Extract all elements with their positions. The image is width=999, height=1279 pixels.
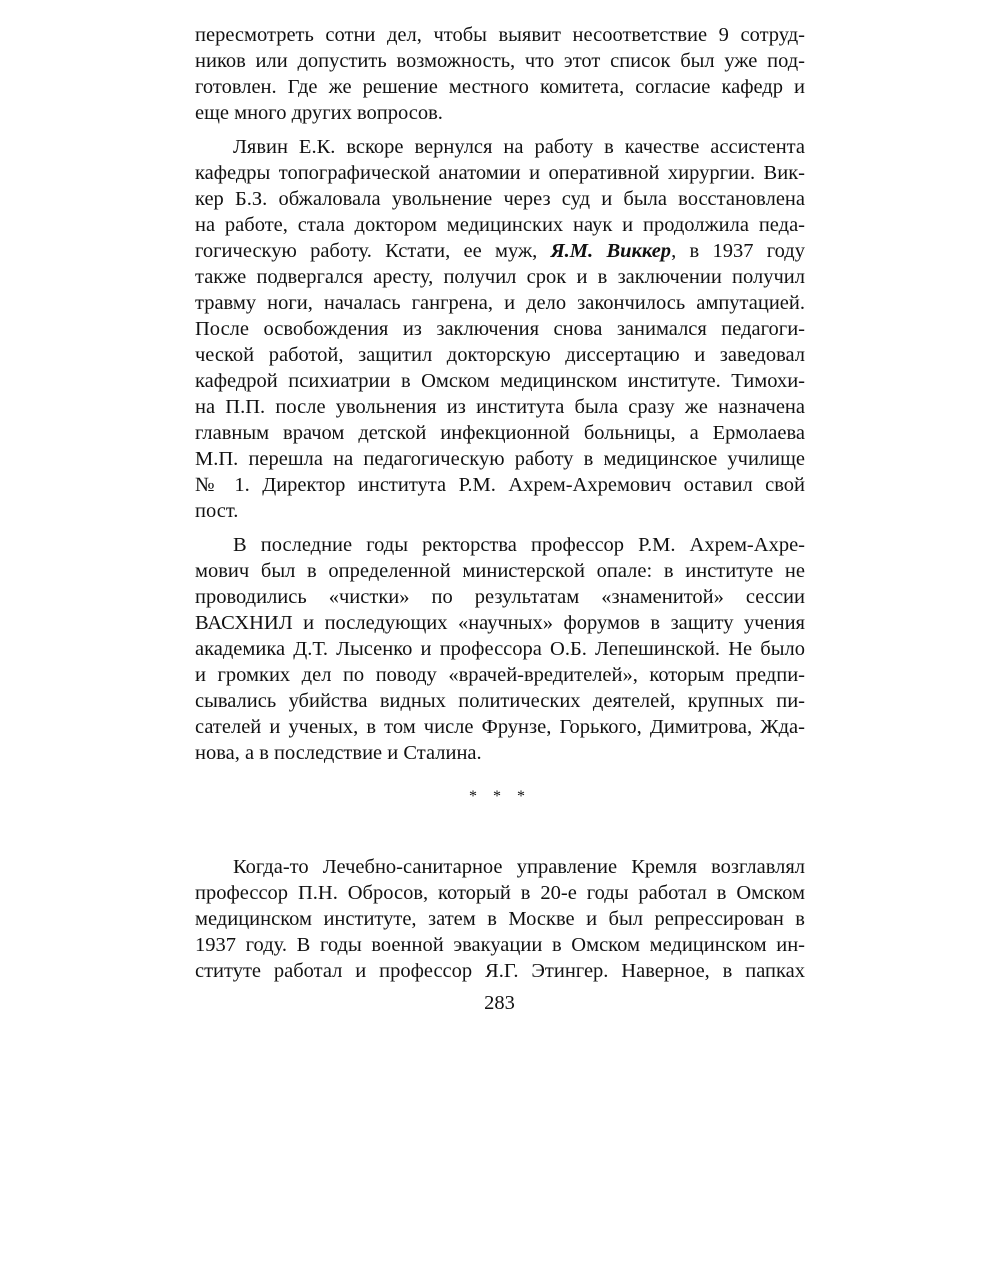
- text-line: сывались убийства видных политических деятелей, крупных пи-: [195, 690, 805, 712]
- text-line: мович был в определенной министерской опале: в институте не: [195, 560, 805, 582]
- text-line: травму ноги, началась гангрена, и дело закончилось ампутацией.: [195, 292, 805, 314]
- text-line: профессор П.Н. Обросов, который в 20-е годы работал в Омском: [195, 882, 805, 904]
- text-line: ческой работой, защитил докторскую диссертацию и заведовал: [195, 344, 805, 366]
- text-line: М.П. перешла на педагогическую работу в медицинское училище: [195, 448, 805, 470]
- text-line: сателей и ученых, в том числе Фрунзе, Горького, Димитрова, Жда-: [195, 716, 805, 738]
- text-line-start: гогическую работу. Кстати, ее муж,: [195, 240, 551, 262]
- text-line: медицинском институте, затем в Москве и был репрессирован в: [195, 908, 805, 930]
- text-line: нова, а в последствие и Сталина.: [195, 742, 482, 764]
- text-line: пост.: [195, 500, 239, 522]
- text-line: и громких дел по поводу «врачей-вредителей», которым предпи-: [195, 664, 805, 686]
- text-line: Лявин Е.К. вскоре вернулся на работу в качестве ассистента: [233, 136, 805, 158]
- page-text: [195, 22, 805, 984]
- text-line: готовлен. Где же решение местного комитета, согласие кафедр и: [195, 76, 805, 98]
- text-line: ституте работал и профессор Я.Г. Этингер. Наверное, в папках: [195, 960, 805, 982]
- text-line: После освобождения из заключения снова занимался педагоги-: [195, 318, 805, 340]
- text-line-with-emphasis: [195, 238, 805, 264]
- text-line: проводились «чистки» по результатам «знаменитой» сессии: [195, 586, 805, 608]
- text-line: № 1. Директор института Р.М. Ахрем-Ахремович оставил свой: [195, 474, 805, 496]
- text-line: Когда-то Лечебно-санитарное управление Кремля возглавлял: [233, 856, 805, 878]
- text-line: ВАСХНИЛ и последующих «научных» форумов в защиту учения: [195, 612, 805, 634]
- emphasized-name: Я.М. Виккер: [550, 240, 672, 262]
- paragraph-2: [195, 134, 805, 524]
- text-line: на П.П. после увольнения из института была сразу же назначена: [195, 396, 805, 418]
- text-line: ников или допустить возможность, что этот список был уже под-: [195, 50, 805, 72]
- page-number: 283: [484, 992, 515, 1014]
- text-line: главным врачом детской инфекционной больницы, а Ермолаева: [195, 422, 805, 444]
- text-line: академика Д.Т. Лысенко и профессора О.Б. Лепешинской. Не было: [195, 638, 805, 660]
- text-line: кер Б.З. обжаловала увольнение через суд и была восстановлена: [195, 188, 805, 210]
- text-line: 1937 году. В годы военной эвакуации в Омском медицинском ин-: [195, 934, 805, 956]
- text-line: кафедрой психиатрии в Омском медицинском институте. Тимохи-: [195, 370, 805, 392]
- text-line: В последние годы ректорства профессор Р.М. Ахрем-Ахре-: [233, 534, 805, 556]
- section-separator: * * *: [469, 788, 531, 805]
- text-line: также подвергался аресту, получил срок и в заключении получил: [195, 266, 805, 288]
- paragraph-1: [195, 22, 805, 126]
- text-line: пересмотреть сотни дел, чтобы выявит несоответствие 9 сотруд-: [195, 24, 805, 46]
- text-line-end: , в 1937 году: [671, 240, 805, 262]
- paragraph-3: [195, 532, 805, 766]
- paragraph-4: [195, 854, 805, 984]
- text-line: на работе, стала доктором медицинских наук и продолжила педа-: [195, 214, 805, 236]
- text-line: еще много других вопросов.: [195, 102, 443, 124]
- text-line: кафедры топографической анатомии и оперативной хирургии. Вик-: [195, 162, 805, 184]
